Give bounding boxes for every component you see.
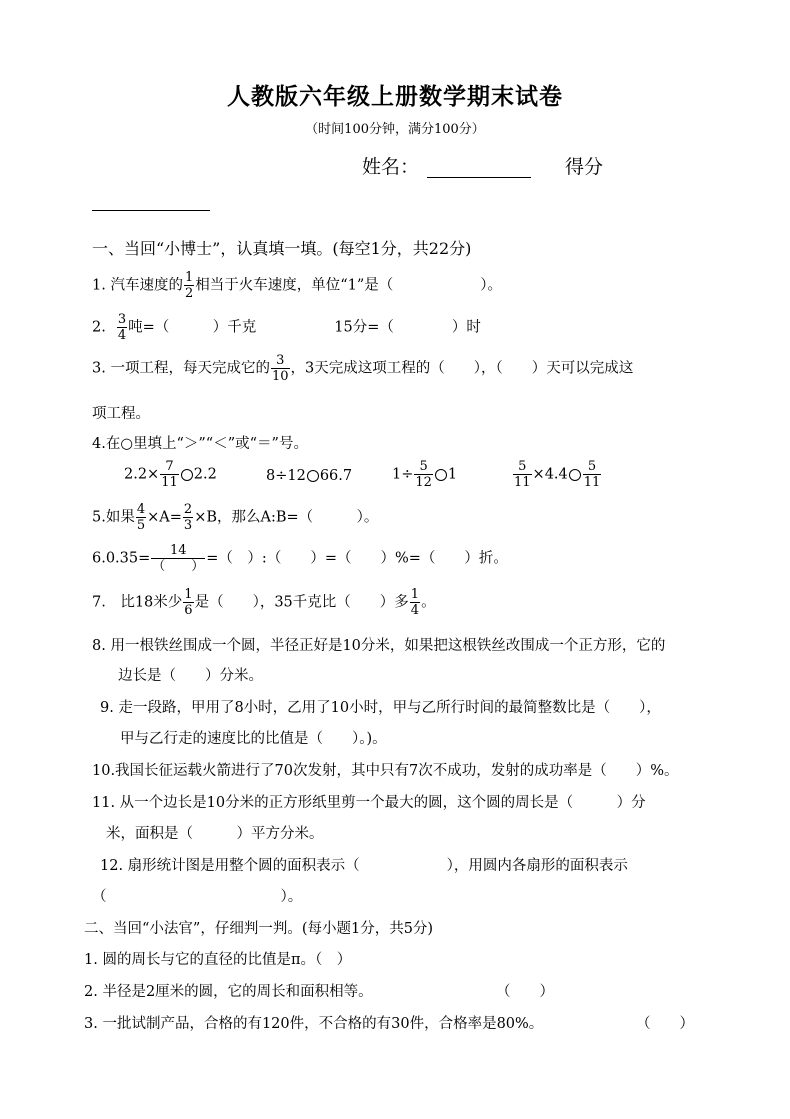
q4-e1-den: 11 bbox=[161, 475, 178, 490]
q3-text-a: 3. 一项工程，每天完成它的 bbox=[92, 360, 270, 377]
exam-info: （时间100分钟，满分100分） bbox=[305, 122, 485, 137]
q4-expr-3 bbox=[392, 460, 457, 489]
q2-text-c: 15分=（ ）时 bbox=[334, 319, 481, 336]
q5-text-b: ×A= bbox=[147, 509, 182, 526]
q2-text-a: 2. bbox=[92, 319, 106, 336]
q5-fraction-2 bbox=[183, 503, 193, 532]
judge-2: 2. 半径是2厘米的圆，它的周长和面积相等。 bbox=[84, 984, 373, 1000]
q2-den: 4 bbox=[117, 328, 127, 343]
q4-e4-fraction-2 bbox=[583, 460, 602, 489]
name-score-line bbox=[362, 152, 603, 179]
question-4: 4.在○里填上“＞”“＜”或“＝”号。 bbox=[92, 436, 308, 452]
question-10: 10.我国长征运载火箭进行了70次发射，其中只有7次不成功，发射的成功率是（ ）%。 bbox=[92, 763, 679, 779]
q5-den1: 5 bbox=[136, 518, 146, 533]
q4-e4-den1: 11 bbox=[514, 475, 531, 490]
q1-text-b: 相当于火车速度，单位“1”是（ ）。 bbox=[195, 277, 503, 294]
judge-3-paren[interactable]: （ ） bbox=[636, 1016, 694, 1032]
q7-fraction-2 bbox=[410, 588, 420, 617]
section1-heading: 一、当回“小博士”，认真填一填。(每空1分，共22分) bbox=[92, 239, 472, 258]
q4-e1-fraction bbox=[160, 460, 179, 489]
q4-expr-2 bbox=[266, 468, 352, 484]
q4-e4-circle[interactable] bbox=[569, 469, 581, 481]
q6-text-a: 6.0.35= bbox=[92, 550, 151, 567]
q4-e1-num: 7 bbox=[165, 459, 174, 474]
question-9-cont: 甲与乙行走的速度比的比值是（ ）。)。 bbox=[120, 731, 387, 747]
score-label: 得分 bbox=[565, 156, 604, 178]
q4-e4-num2: 5 bbox=[587, 459, 597, 474]
q1-den: 2 bbox=[184, 286, 194, 301]
q4-expr-4 bbox=[512, 460, 602, 489]
q7-text-a: 7. 比18米少 bbox=[92, 594, 183, 611]
question-8: 8. 用一根铁丝围成一个圆，半径正好是10分米，如果把这根铁丝改围成一个正方形，它的 bbox=[92, 638, 666, 654]
q7-den1: 6 bbox=[184, 603, 193, 618]
q4-e4-fraction-1 bbox=[513, 460, 532, 489]
q7-text-c: 。 bbox=[421, 594, 436, 611]
judge-3: 3. 一批试制产品，合格的有120件，不合格的有30件，合格率是80%。 bbox=[84, 1016, 544, 1032]
q7-num1: 1 bbox=[184, 587, 193, 602]
q6-text-b: =（ ）:（ ）=（ ）%=（ ）折。 bbox=[206, 550, 508, 567]
q4-e2-a: 8÷12 bbox=[266, 468, 306, 484]
q5-text-c: ×B，那么A:B=（ ）。 bbox=[194, 509, 379, 526]
q7-fraction-1 bbox=[183, 588, 193, 617]
judge-2-paren[interactable]: （ ） bbox=[496, 984, 554, 1000]
section2-heading: 二、当回“小法官”，仔细判一判。(每小题1分，共5分) bbox=[84, 921, 434, 937]
q6-den: （ ） bbox=[152, 559, 205, 574]
question-3-cont: 项工程。 bbox=[92, 406, 150, 422]
question-2 bbox=[92, 313, 481, 342]
q4-e4-num1: 5 bbox=[518, 459, 527, 474]
question-5 bbox=[92, 503, 378, 532]
question-7 bbox=[92, 588, 436, 617]
question-12: 12. 扇形统计图是用整个圆的面积表示（ ），用圆内各扇形的面积表示 bbox=[100, 858, 628, 874]
q2-fraction bbox=[117, 313, 127, 342]
q1-num: 1 bbox=[184, 270, 194, 285]
q3-text-b: ，3天完成这项工程的（ ），（ ）天可以完成这 bbox=[290, 360, 634, 377]
q6-fraction bbox=[151, 544, 205, 573]
question-12-cont: （ ）。 bbox=[92, 889, 303, 905]
q4-expr-1 bbox=[124, 460, 217, 489]
q4-e1-circle[interactable] bbox=[181, 469, 193, 481]
q7-num2: 1 bbox=[410, 587, 420, 602]
q5-text-a: 5.如果 bbox=[92, 509, 135, 526]
q4-e2-b: 66.7 bbox=[319, 468, 353, 484]
q3-fraction bbox=[271, 354, 290, 383]
page-title: 人教版六年级上册数学期末试卷 bbox=[227, 83, 563, 110]
q1-fraction bbox=[184, 271, 194, 300]
name-blank[interactable] bbox=[427, 159, 531, 178]
q4-e3-den: 12 bbox=[415, 475, 432, 490]
q5-num1: 4 bbox=[136, 502, 146, 517]
q4-e3-b: 1 bbox=[447, 466, 458, 483]
q5-den2: 3 bbox=[183, 518, 193, 533]
q2-text-b: 吨=（ ）千克 bbox=[128, 319, 257, 336]
name-label: 姓名： bbox=[362, 156, 420, 178]
question-1 bbox=[92, 271, 502, 300]
question-11-cont: 米，面积是（ ）平方分米。 bbox=[106, 826, 324, 842]
q1-text-a: 1. 汽车速度的 bbox=[92, 277, 183, 294]
question-11: 11. 从一个边长是10分米的正方形纸里剪一个最大的圆，这个圆的周长是（ ）分 bbox=[92, 795, 646, 811]
divider bbox=[92, 210, 210, 211]
q4-e3-circle[interactable] bbox=[435, 469, 447, 481]
q3-den: 10 bbox=[271, 369, 289, 384]
q4-e1-a: 2.2× bbox=[124, 466, 160, 483]
q4-e3-fraction bbox=[414, 460, 433, 489]
q4-e2-circle[interactable] bbox=[307, 470, 319, 482]
judge-1: 1. 圆的周长与它的直径的比值是π。（ ） bbox=[84, 952, 352, 968]
q5-fraction-1 bbox=[136, 503, 146, 532]
q7-den2: 4 bbox=[410, 603, 420, 618]
q7-text-b: 是（ ），35千克比（ ）多 bbox=[194, 594, 409, 611]
q4-e4-a: ×4.4 bbox=[532, 466, 568, 483]
q4-e3-num: 5 bbox=[419, 459, 428, 474]
question-3 bbox=[92, 354, 633, 383]
q6-num: 14 bbox=[170, 543, 187, 558]
q4-e4-den2: 11 bbox=[583, 475, 601, 490]
question-9: 9. 走一段路，甲用了8小时，乙用了10小时，甲与乙所行时间的最简整数比是（ ）， bbox=[100, 700, 661, 716]
question-8-cont: 边长是（ ）分米。 bbox=[118, 668, 263, 684]
question-6 bbox=[92, 544, 508, 573]
q4-e1-b: 2.2 bbox=[193, 466, 217, 483]
q4-e3-a: 1÷ bbox=[392, 466, 414, 483]
q5-num2: 2 bbox=[183, 502, 193, 517]
q2-num: 3 bbox=[117, 312, 127, 327]
q3-num: 3 bbox=[276, 353, 285, 368]
